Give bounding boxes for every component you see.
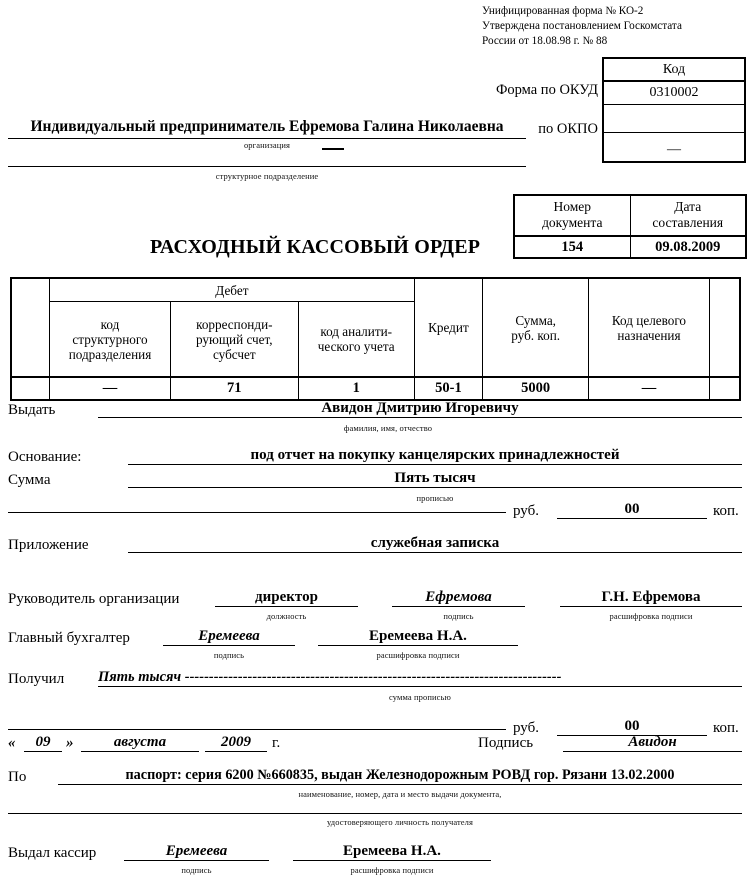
table-header-subdivision-line1: код [100,316,120,332]
table-header-corr-line2: рующий счет, [196,331,273,347]
cashier-signature-value: Еремеева [124,843,269,861]
table-header-corr-line1: корреспонди- [196,316,273,332]
document-number-header-line2: документа [542,215,603,230]
table-header-subdivision-line3: подразделения [68,346,152,362]
table-header-corresponding-account [171,302,299,378]
table-cell-spacer-right [709,377,740,400]
receiver-signature-label: Подпись [478,735,534,751]
accountant-signature-value: Еремеева [163,628,295,646]
table-header-credit: Кредит [414,278,482,377]
basis-label: Основание: [8,449,82,465]
subdivision-value [8,166,526,167]
accountant-name-caption: расшифровка подписи [376,650,460,660]
document-number-date-box [513,194,747,259]
received-kop-label: коп. [713,720,739,736]
document-number-header-line1: Номер [553,199,592,214]
issue-to-label: Выдать [8,402,56,418]
form-note-line-1: Унифицированная форма № КО-2 [482,5,644,17]
table-group-header-debit: Дебет [50,278,415,302]
organization-caption: организация [243,140,291,150]
table-cell-sum: 5000 [483,377,589,400]
director-position-caption: должность [266,611,307,621]
table-spacer-right [709,278,740,377]
director-name-caption: расшифровка подписи [609,611,693,621]
receiver-signature-value: Авидон [563,734,742,752]
okpo-code-value [604,105,744,133]
code-box-header: Код [604,59,744,82]
table-header-analytic-code [298,302,414,378]
director-position-value: директор [215,589,358,607]
table-header-purpose-code [589,278,709,377]
cashier-label: Выдал кассир [8,845,97,861]
cashier-name-value: Еремеева Н.А. [293,843,491,861]
attachment-label: Приложение [8,537,89,553]
date-quote-close: » [66,735,74,751]
date-day-value: 09 [24,734,62,752]
amount-rub-label: руб. [513,503,539,519]
date-year-suffix: г. [272,735,281,751]
okud-code-value: 0310002 [604,82,744,105]
date-month-value: августа [81,734,199,752]
table-header-sum-line1: Сумма, [515,312,556,328]
table-header-sum [483,278,589,377]
document-number-column [515,196,631,257]
document-number-value: 154 [561,239,584,255]
table-cell-subdivision-code: — [50,377,171,400]
table-cell-credit: 50-1 [414,377,482,400]
amount-label: Сумма [8,472,51,488]
received-amount-value: Пять тысяч ------------------------------------------------------------------------------ [98,669,742,687]
amount-rub-line [8,511,506,513]
received-rub-label: руб. [513,720,539,736]
table-spacer-left [11,278,50,377]
form-header-note [482,4,742,49]
document-date-header-line2: составления [652,215,724,230]
amount-value: Пять тысяч [128,470,742,488]
document-number-header [515,196,630,237]
identity-doc-label: По [8,769,27,785]
date-quote-open: « [8,735,16,751]
table-header-analytic-line2: ческого учета [317,339,395,354]
identity-doc-caption-2: удостоверяющего личность получателя [326,817,474,827]
amount-kop-label: коп. [713,503,739,519]
cashier-name-caption: расшифровка подписи [350,865,434,875]
table-group-header-row [11,278,740,302]
table-header-analytic-line1: код аналити- [320,324,393,339]
form-note-line-3: России от 18.08.98 г. № 88 [482,35,608,47]
received-rub-line [8,728,506,730]
date-year-value: 2009 [205,734,267,752]
cashier-signature-caption: подпись [181,865,212,875]
table-header-subdivision-line2: структурного [72,331,148,347]
accounting-table [10,277,741,401]
page-title: РАСХОДНЫЙ КАССОВЫЙ ОРДЕР [150,236,481,258]
document-date-value: 09.08.2009 [655,239,721,255]
director-label: Руководитель организации [8,591,180,607]
attachment-value: служебная записка [128,535,742,553]
table-row [11,377,740,400]
director-signature-value: Ефремова [392,589,525,607]
identity-doc-value: паспорт: серия 6200 №660835, выдан Железнодорожным РОВД гор. Рязани 13.02.2000 [58,767,742,785]
director-name-value: Г.Н. Ефремова [560,589,742,607]
organization-value: Индивидуальный предприниматель Ефремова Галина Николаевна [8,118,526,139]
document-date-header-line1: Дата [674,199,702,214]
amount-kop-value: 00 [557,501,707,519]
issue-to-caption: фамилия, имя, отчество [343,423,433,433]
form-note-line-2: Утверждена постановлением Госкомстата [482,20,682,32]
received-kop-value: 00 [557,718,707,736]
received-label: Получил [8,671,65,687]
table-cell-corresponding-account: 71 [171,377,299,400]
subdivision-caption: структурное подразделение [215,171,319,181]
accountant-label: Главный бухгалтер [8,630,130,646]
accountant-signature-caption: подпись [213,650,245,660]
issue-to-value: Авидон Дмитрию Игоревичу [98,400,742,418]
received-amount-caption: сумма прописью [389,692,451,702]
table-header-corr-line3: субсчет [212,346,256,362]
table-cell-analytic-code: 1 [298,377,414,400]
document-date-header [631,196,746,237]
table-header-subdivision-code [50,302,171,378]
basis-value: под отчет на покупку канцелярских принадлежностей [128,447,742,465]
table-cell-purpose-code: — [589,377,709,400]
identity-doc-caption-1: наименование, номер, дата и место выдачи документа, [298,789,502,799]
table-header-purpose-line1: Код целевого [611,312,687,328]
identity-doc-second-line [8,812,742,814]
okpo-label: по ОКПО [538,121,598,137]
document-date-column [631,196,746,257]
director-signature-caption: подпись [443,611,474,621]
subdivision-dash [322,148,344,150]
okud-label: Форма по ОКУД [495,82,598,98]
table-header-sum-line2: руб. коп. [511,327,561,343]
amount-caption: прописью [416,493,454,503]
code-box [602,57,746,163]
table-cell-spacer-left [11,377,50,400]
table-header-purpose-line2: назначения [617,327,681,343]
code-box-extra-value: — [667,142,681,157]
accountant-name-value: Еремеева Н.А. [318,628,518,646]
